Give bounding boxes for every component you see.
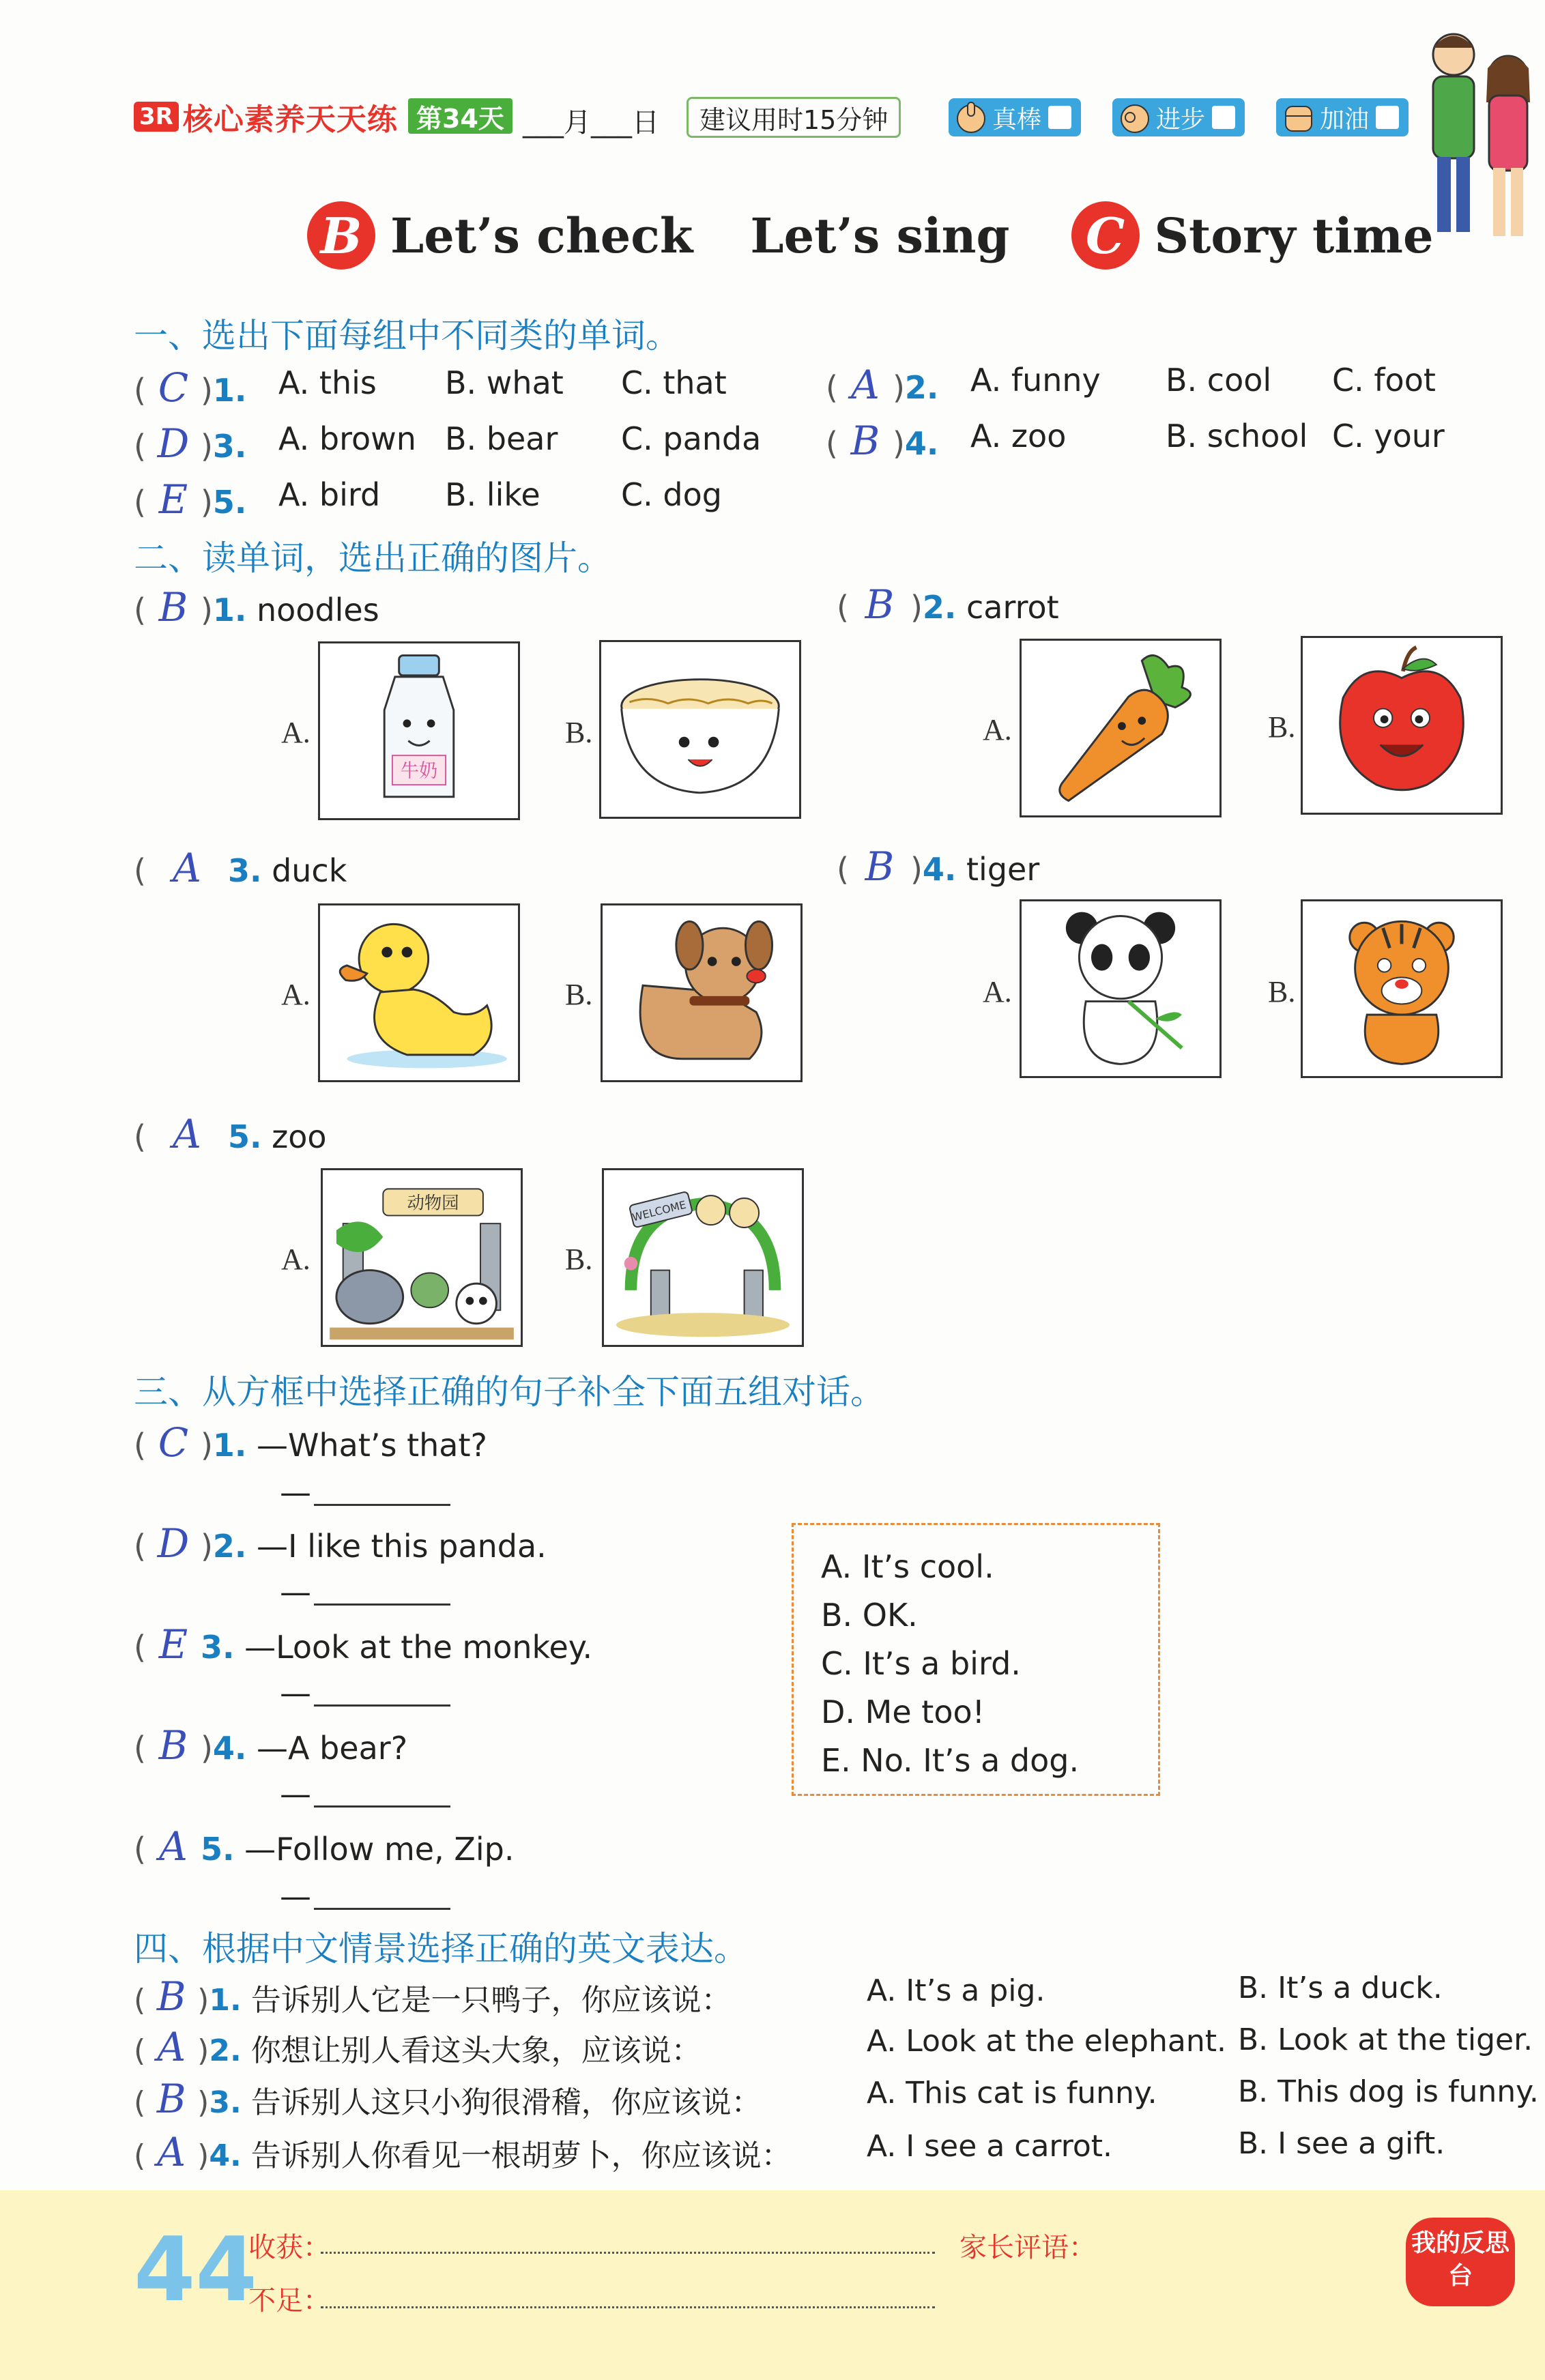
rating-checkbox[interactable] <box>1212 106 1235 129</box>
s2-q2: ( B )2. carrot <box>837 581 1059 628</box>
s4-q3-b: B. This dog is funny. <box>1238 2074 1539 2109</box>
s4-q1-a: A. It’s a pig. <box>867 1973 1045 2008</box>
s2-q3-answer[interactable]: A <box>173 845 201 891</box>
s3-q2-answer[interactable]: D <box>157 1520 190 1567</box>
s4-q4-b: B. I see a gift. <box>1238 2126 1445 2161</box>
s3-q4-answer[interactable]: B <box>158 1722 188 1769</box>
s3-q3-line: —Look at the monkey. <box>244 1629 593 1666</box>
duck-image[interactable] <box>318 903 520 1082</box>
date-field: ___月___日 <box>523 107 659 139</box>
s4-q4-prompt: 告诉别人你看见一根胡萝卜，你应该说： <box>250 2138 792 2173</box>
title-lets-check: Let’s check <box>390 207 693 264</box>
s1-q5-a: A. bird <box>278 476 381 513</box>
s3-q5: ( A 5. —Follow me, Zip. <box>134 1823 515 1870</box>
s4-q1-b: B. It’s a duck. <box>1238 1971 1443 2005</box>
s3-q2-reply: — <box>280 1573 311 1610</box>
parent-comment-label: 家长评语： <box>959 2232 1096 2263</box>
s4-q2-a: A. Look at the elephant. <box>867 2024 1227 2059</box>
noodle-bowl-icon <box>601 642 799 817</box>
dog-image[interactable] <box>601 903 803 1082</box>
s1-q2-a: A. funny <box>970 362 1101 398</box>
s3-q4-line: —A bear? <box>257 1730 408 1767</box>
tiger-icon <box>1303 901 1501 1076</box>
s4-q3: ( B )3. 告诉别人这只小狗很滑稽，你应该说： <box>134 2076 762 2122</box>
dog-icon <box>603 905 800 1080</box>
s1-q1-a: A. this <box>278 364 377 401</box>
s4-q2-prompt: 你想让别人看这头大象，应该说： <box>250 2033 702 2068</box>
milk-image[interactable] <box>318 641 520 820</box>
s4-q1-answer[interactable]: B <box>156 1973 186 2020</box>
s3-q2-line: —I like this panda. <box>257 1528 547 1565</box>
suggest-time: 建议用时15分钟 <box>687 97 901 138</box>
section-4-heading: 四、根据中文情景选择正确的英文表达。 <box>134 1929 748 1969</box>
rating-keep-going[interactable] <box>1276 98 1409 136</box>
zoo-image[interactable] <box>321 1168 523 1347</box>
s1-q3: ( D )3. <box>134 420 247 467</box>
rating-progress[interactable] <box>1112 98 1245 136</box>
s3-q4-reply: — <box>280 1775 311 1812</box>
s3-q1: ( C )1. —What’s that? <box>134 1419 487 1466</box>
option-c: C. It’s a bird. <box>821 1645 1021 1682</box>
s1-q1: ( C )1. <box>134 364 247 411</box>
s2-q4-word: tiger <box>966 851 1040 888</box>
s2-q1: ( B )1. noodles <box>134 584 379 630</box>
thumbs-up-icon <box>953 98 990 136</box>
carrot-icon <box>1022 641 1219 815</box>
s3-q1-answer[interactable]: C <box>158 1419 189 1466</box>
rating-checkbox[interactable] <box>1048 106 1071 129</box>
s1-q4: ( B )4. <box>826 418 939 464</box>
s1-q3-answer[interactable]: D <box>157 420 190 467</box>
rating-great[interactable] <box>949 98 1081 136</box>
s4-q3-a: A. This cat is funny. <box>867 2076 1157 2110</box>
s3-q2-blank[interactable] <box>314 1603 450 1606</box>
s4-q4: ( A )4. 告诉别人你看见一根胡萝卜，你应该说： <box>134 2129 792 2175</box>
panda-icon <box>1022 901 1219 1076</box>
option-a: A. It’s cool. <box>821 1548 994 1585</box>
s3-q5-line: —Follow me, Zip. <box>244 1831 515 1868</box>
gain-label: 收获： <box>248 2232 330 2263</box>
milk-bottle-icon <box>320 643 518 818</box>
s3-q5-reply: — <box>280 1878 311 1915</box>
s4-q4-a: A. I see a carrot. <box>867 2129 1113 2164</box>
rating-label: 加油 <box>1320 105 1370 134</box>
s3-q3: ( E 3. —Look at the monkey. <box>134 1621 593 1668</box>
label-a: A. <box>281 978 311 1011</box>
reflection-badge: 我的反思台 <box>1406 2218 1515 2306</box>
s3-q4: ( B )4. —A bear? <box>134 1722 408 1769</box>
s4-q2-b: B. Look at the tiger. <box>1238 2022 1533 2057</box>
s2-q5-word: zoo <box>272 1118 327 1155</box>
s2-q5-answer[interactable]: A <box>173 1111 201 1157</box>
s1-q4-answer[interactable]: B <box>850 418 880 464</box>
day-badge: 第34天 <box>408 98 512 134</box>
label-b: B. <box>1268 710 1296 744</box>
label-a: A. <box>983 713 1012 746</box>
s1-q1-b: B. what <box>445 364 564 401</box>
section-2-heading: 二、读单词，选出正确的图片。 <box>134 538 611 578</box>
s1-q2-c: C. foot <box>1332 362 1436 398</box>
lesson-title <box>307 198 1434 273</box>
lack-field[interactable] <box>321 2306 935 2308</box>
park-sign: WELCOME <box>631 1198 688 1224</box>
zoo-sign: 动物园 <box>407 1192 459 1213</box>
s1-q4-c: C. your <box>1332 418 1445 454</box>
s2-q2-answer[interactable]: B <box>865 581 895 628</box>
ok-hand-icon <box>1116 98 1153 136</box>
s2-q5: ( A 5. zoo <box>134 1111 327 1157</box>
s4-q1-prompt: 告诉别人它是一只鸭子，你应该说： <box>250 1983 732 2018</box>
option-b: B. OK. <box>821 1597 918 1634</box>
s2-q1-answer[interactable]: B <box>158 584 188 630</box>
s3-q1-blank[interactable] <box>314 1504 450 1506</box>
page-number: 44 <box>134 2218 257 2321</box>
apple-image[interactable] <box>1301 636 1503 815</box>
section-b-badge: B <box>307 201 375 270</box>
milk-label: 牛奶 <box>400 760 438 782</box>
label-a: A. <box>281 716 311 749</box>
rating-label: 真棒 <box>992 105 1042 134</box>
s4-q3-prompt: 告诉别人这只小狗很滑稽，你应该说： <box>250 2085 762 2120</box>
s1-q5-c: C. dog <box>621 476 722 513</box>
brand <box>134 97 398 136</box>
s3-q1-line: —What’s that? <box>257 1427 487 1464</box>
s1-q5: ( E )5. <box>134 476 247 523</box>
brand-text: 核心素养天天练 <box>182 102 398 137</box>
s1-q4-a: A. zoo <box>970 418 1067 454</box>
s1-q3-c: C. panda <box>621 420 762 457</box>
s3-q3-reply: — <box>280 1674 311 1711</box>
s4-q4-answer[interactable]: A <box>157 2129 186 2175</box>
label-b: B. <box>565 1243 593 1276</box>
s3-q5-answer[interactable]: A <box>159 1823 188 1870</box>
option-e: E. No. It’s a dog. <box>821 1742 1080 1779</box>
section-1-heading: 一、选出下面每组中不同类的单词。 <box>134 316 680 355</box>
s4-q2-answer[interactable]: A <box>157 2024 186 2070</box>
noodles-image[interactable] <box>599 640 801 819</box>
label-b: B. <box>1268 975 1296 1008</box>
panda-image[interactable] <box>1020 899 1222 1078</box>
park-image[interactable] <box>602 1168 804 1347</box>
fist-icon <box>1280 98 1317 136</box>
s3-q3-answer[interactable]: E <box>158 1621 188 1668</box>
section-3-heading: 三、从方框中选择正确的句子补全下面五组对话。 <box>134 1372 884 1412</box>
tiger-image[interactable] <box>1301 899 1503 1078</box>
s4-q1: ( B )1. 告诉别人它是一只鸭子，你应该说： <box>134 1973 732 2020</box>
label-a: A. <box>983 975 1012 1008</box>
s3-q2: ( D )2. —I like this panda. <box>134 1520 547 1567</box>
zoo-scene-icon <box>323 1170 521 1345</box>
carrot-image[interactable] <box>1020 639 1222 817</box>
rating-label: 进步 <box>1156 105 1206 134</box>
s1-q2: ( A )2. <box>826 362 939 408</box>
title-story-time: Story time <box>1154 207 1434 264</box>
apple-icon <box>1303 638 1501 813</box>
brand-logo: 3R <box>134 102 179 132</box>
s2-q4: ( B )4. tiger <box>837 843 1040 890</box>
section-c-badge: C <box>1071 201 1140 270</box>
s1-q5-b: B. like <box>445 476 540 513</box>
s1-q3-a: A. brown <box>278 420 416 457</box>
s3-q5-blank[interactable] <box>314 1908 450 1910</box>
s2-q3: ( A 3. duck <box>134 845 347 891</box>
rating-checkbox[interactable] <box>1376 106 1399 129</box>
s3-q1-reply: — <box>280 1474 311 1511</box>
s4-q3-answer[interactable]: B <box>156 2076 186 2122</box>
s2-q2-word: carrot <box>966 589 1059 626</box>
s1-q3-b: B. bear <box>445 420 558 457</box>
s1-q4-b: B. school <box>1166 418 1308 454</box>
duck-icon <box>320 905 518 1080</box>
title-lets-sing: Let’s sing <box>750 207 1010 264</box>
s3-q3-blank[interactable] <box>314 1704 450 1707</box>
s1-q2-b: B. cool <box>1166 362 1272 398</box>
gain-field[interactable] <box>321 2252 935 2254</box>
s2-q4-answer[interactable]: B <box>865 843 895 890</box>
s2-q3-word: duck <box>272 852 347 889</box>
label-b: B. <box>565 978 593 1011</box>
options-box <box>792 1523 1160 1796</box>
lack-label: 不足： <box>248 2285 330 2317</box>
option-d: D. Me too! <box>821 1694 985 1730</box>
s2-q1-word: noodles <box>257 592 379 628</box>
s1-q5-answer[interactable]: E <box>158 476 188 523</box>
s1-q2-answer[interactable]: A <box>851 362 880 408</box>
s1-q1-c: C. that <box>621 364 727 401</box>
label-b: B. <box>565 716 593 749</box>
s1-q1-answer[interactable]: C <box>158 364 189 411</box>
s4-q2: ( A )2. 你想让别人看这头大象，应该说： <box>134 2024 702 2070</box>
s3-q4-blank[interactable] <box>314 1805 450 1808</box>
park-gate-icon <box>604 1170 802 1345</box>
label-a: A. <box>281 1243 311 1276</box>
